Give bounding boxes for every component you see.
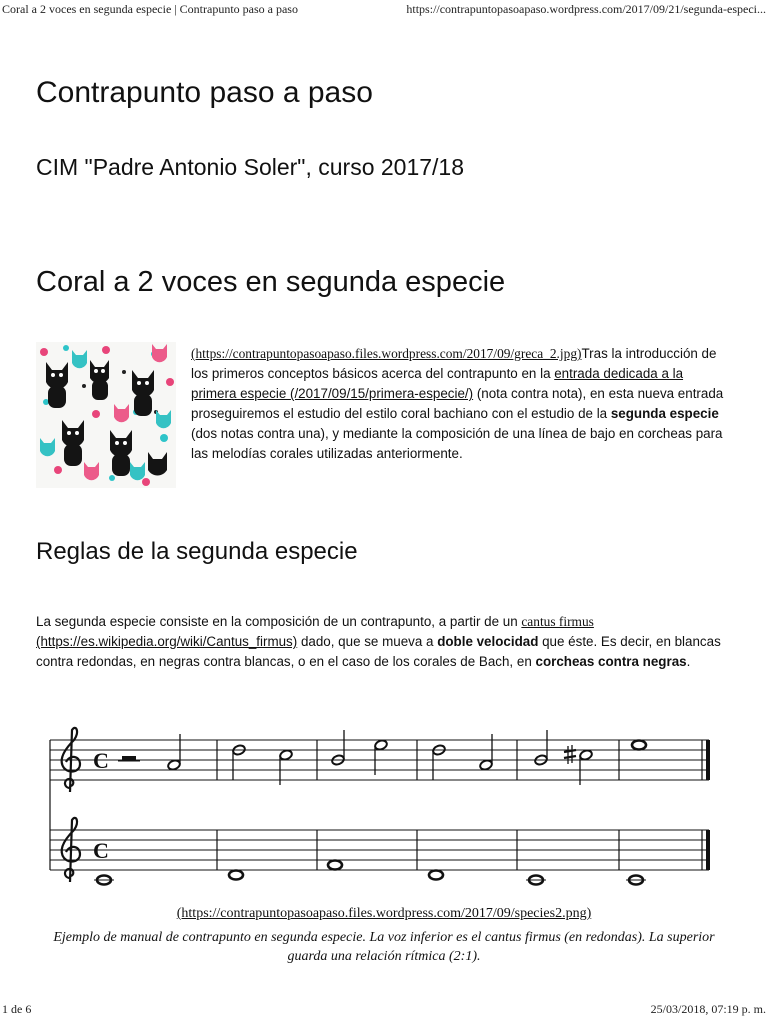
page-counter: 1 de 6 xyxy=(2,1002,32,1016)
final-bar xyxy=(706,740,710,870)
first-species-entry-link[interactable]: entrada dedicada a la primera especie (/2017/09/15/primera-especie/) xyxy=(191,366,684,401)
upper-voice-notes xyxy=(167,730,593,785)
cantus-firmus-link[interactable]: cantus firmus xyxy=(521,614,594,629)
section-title: Reglas de la segunda especie xyxy=(36,538,358,565)
figure-image-link[interactable]: (https://contrapuntopasoapaso.files.wordpress.com/2017/09/species2.png) xyxy=(176,906,592,921)
whole-notes xyxy=(94,741,646,885)
cats-pattern-image[interactable] xyxy=(36,342,176,488)
svg-text:C: C xyxy=(93,838,109,863)
print-datetime: 25/03/2018, 07:19 p. m. xyxy=(650,1002,766,1016)
svg-text:C: C xyxy=(93,748,109,773)
post-title: Coral a 2 voces en segunda especie xyxy=(36,266,506,298)
rules-paragraph: La segunda especie consiste en la composición de un contrapunto, a partir de un cantus firmus (https://es.wikipedia.org/wiki/Cantus_firmus) dado, que se mueva a doble velocidad que éste. Es decir, en blancas contra redondas, en negras contra blancas, o en el caso de los corales de Bach, en corcheas contra negras. xyxy=(36,614,721,669)
bold-segunda-especie: segunda especie xyxy=(610,406,719,421)
sharp-sign xyxy=(564,745,576,764)
print-header xyxy=(2,2,766,18)
lower-staff-lines xyxy=(50,830,709,870)
time-signatures xyxy=(93,748,109,863)
bold-corcheas-contra-negras: corcheas contra negras xyxy=(535,654,687,669)
intro-paragraph: (https://contrapuntopasoapaso.files.wordpress.com/2017/09/greca_2.jpg)Tras la introducción de los primeros conceptos básicos acerca del contrapunto en la entrada dedicada a la primera especie (/2017/09/15/primera-especie/) (nota contra nota), en esta nueva entrada proseguiremos el estudio del estilo coral bachiano con el estudio de la segunda especie (dos notas contra una), y mediante la composición de una línea de bajo en corcheas para las melodías corales utilizadas anteriormente. xyxy=(191,346,724,461)
site-title[interactable]: Contrapunto paso a paso xyxy=(36,76,373,109)
print-footer xyxy=(2,1002,766,1018)
treble-clefs xyxy=(62,728,80,882)
intro-image-link[interactable]: (https://contrapuntopasoapaso.files.wordpress.com/2017/09/greca_2.jpg) xyxy=(191,346,582,361)
figure-caption: Ejemplo de manual de contrapunto en segunda especie. La voz inferior es el cantus firmus (en redondas). La superior guarda una relación rítmica (2:1). xyxy=(53,930,715,964)
print-header-title: Coral a 2 voces en segunda especie | Contrapunto paso a paso xyxy=(2,2,298,16)
bold-doble-velocidad: doble velocidad xyxy=(437,634,539,649)
music-score-image[interactable] xyxy=(36,716,726,892)
print-header-url: https://contrapuntopasoapaso.wordpress.com/2017/09/21/segunda-especi... xyxy=(406,2,766,16)
upper-staff-lines xyxy=(50,740,709,780)
cantus-firmus-url-link[interactable]: (https://es.wikipedia.org/wiki/Cantus_firmus) xyxy=(36,634,298,649)
site-description: CIM "Padre Antonio Soler", curso 2017/18 xyxy=(36,154,465,180)
